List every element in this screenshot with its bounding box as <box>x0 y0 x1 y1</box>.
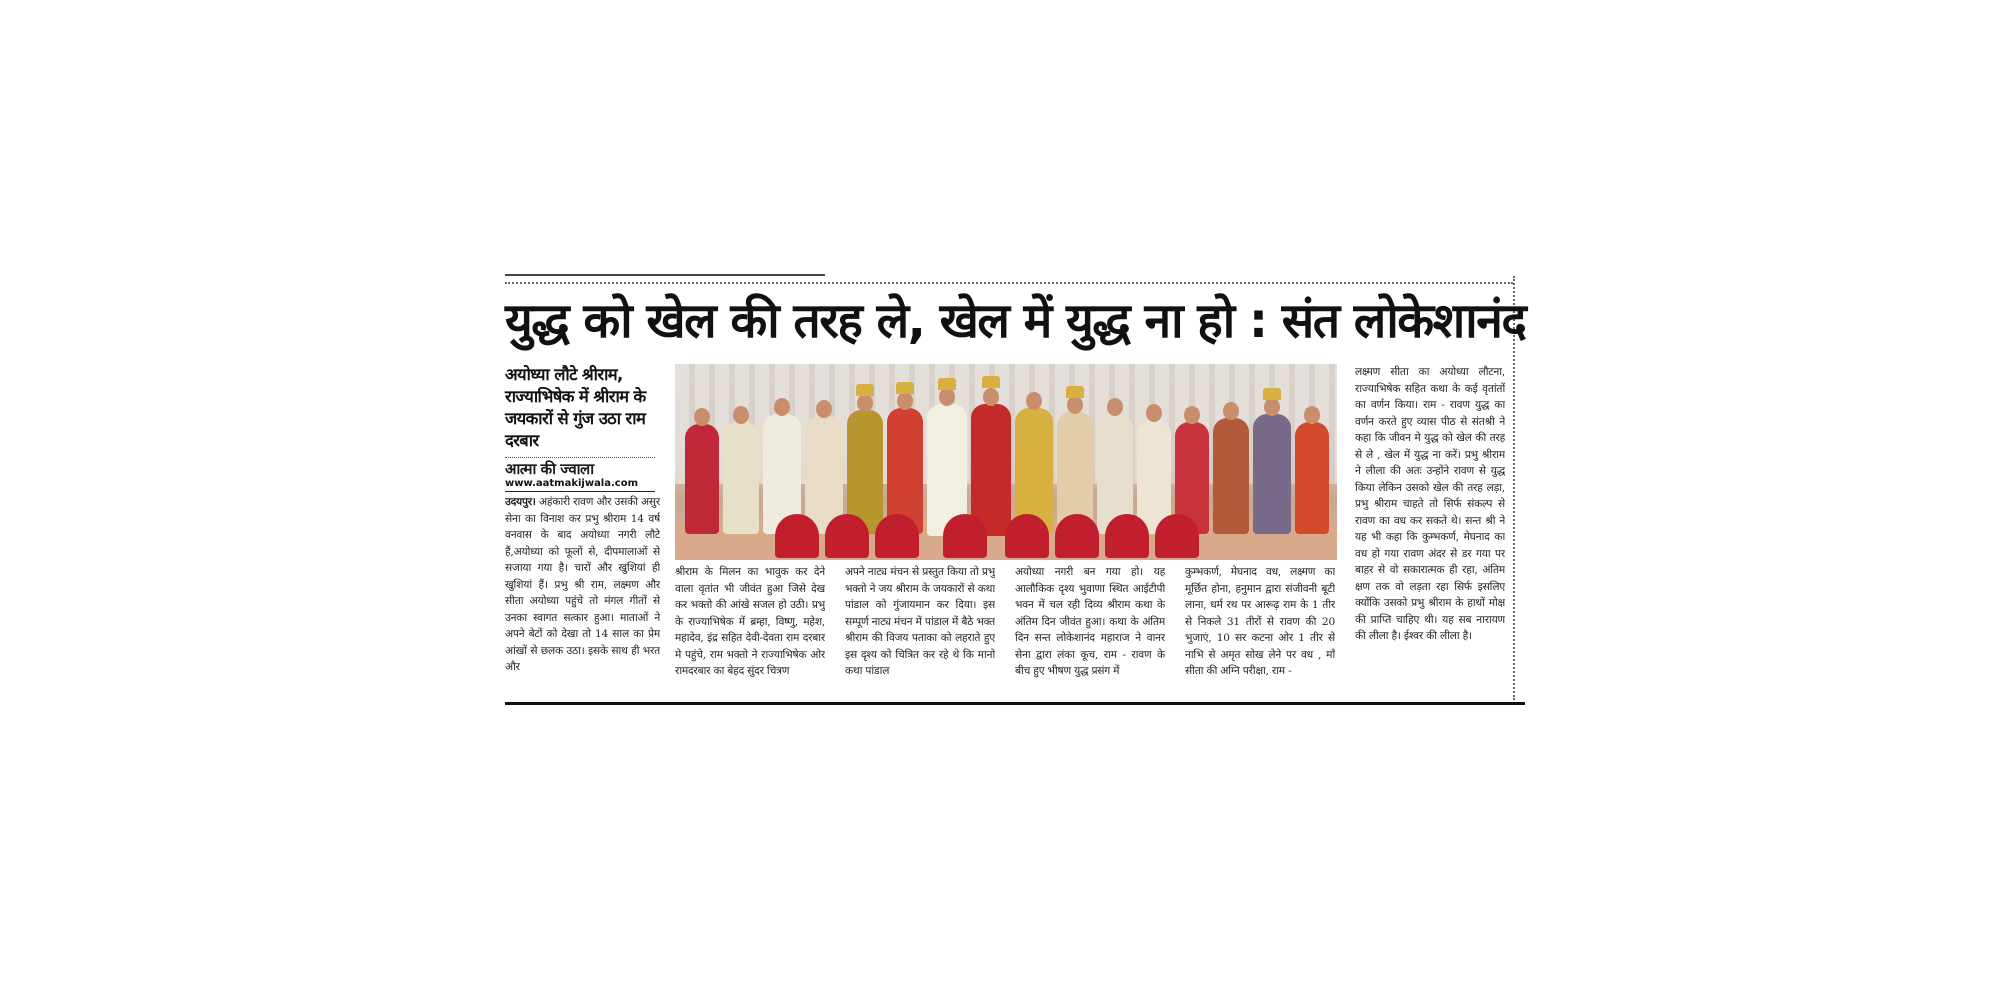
seated-figure <box>825 514 869 558</box>
figure <box>971 404 1011 536</box>
column-2: श्रीराम के मिलन का भावुक कर देने वाला वृतांत भी जीवंत हुआ जिसे देख कर भक्तो की आंखे सजल हो उठी। प्रभु के राज्याभिषेक में ब्रम्हा, विष्णु, महेश, महादेव, इंद्र सहित देवी-देवता राम दरबार मे पहुंचे, राम भक्तो ने राज्याभिषेक ओर रामदरबार का बेहद सुंदर चित्रण <box>675 566 825 677</box>
figure-head <box>1026 392 1042 410</box>
headline: युद्ध को खेल की तरह ले, खेल में युद्ध ना हो : संत लोकेशानंद <box>505 293 1526 349</box>
figure-head <box>1107 398 1123 416</box>
seated-figure <box>1055 514 1099 558</box>
figure-head <box>857 394 873 412</box>
byline-rule <box>505 457 655 458</box>
seated-figure <box>943 514 987 558</box>
dotted-rule <box>505 282 1513 284</box>
website-rule <box>505 491 655 492</box>
figure-head <box>1264 398 1280 416</box>
stage-group-photo-icon <box>675 364 1337 560</box>
dateline: उदयपुर। <box>505 496 536 508</box>
figure-head <box>694 408 710 426</box>
figure-head <box>983 388 999 406</box>
figure <box>1295 422 1329 534</box>
crown <box>896 382 914 394</box>
column-6: लक्ष्मण सीता का अयोध्या लौटना, राज्याभिषेक सहित कथा के कई वृतांतों का वर्णन किया। राम - रावण युद्ध का वर्णन करते हुए व्यास पीठ से संतश्री ने कहा कि जीवन मे युद्ध को खेल की तरह से ले , खेल में युद्ध ना करें। प्रभु श्रीराम ने लीला की अतः उन्होंने रावण से युद्ध किया लेकिन उसको खेल की तरह लड़ा, प्रभु श्रीराम चाहते तो सिर्फ संकल्प से रावण का वध कर सकते थे। सन्त श्री ने यह भी कहा कि कुम्भकर्ण, मेघनाद का वध हो गया रावण अंदर से डर गया पर बाहर से वो सकारात्मक ही रहा, अंतिम क्षण तक वो लड़ता रहा सिर्फ इसलिए क्योंकि उसको प्रभु श्रीराम के हाथों मोक्ष की प्राप्ति चाहिए थी। यह सब नारायण की लीला है। ईश्वर की लीला है। <box>1355 366 1505 642</box>
subheadline: अयोध्या लौटे श्रीराम, राज्याभिषेक में श्रीराम के जयकारों से गुंज उठा राम दरबार <box>505 365 646 450</box>
crown <box>1066 386 1084 398</box>
figure <box>1213 418 1249 534</box>
figure-head <box>1184 406 1200 424</box>
figure <box>685 424 719 534</box>
figure-head <box>939 388 955 406</box>
figure-head <box>897 392 913 410</box>
figure <box>723 422 759 534</box>
column-3: अपने नाट्य मंचन से प्रस्तुत किया तो प्रभु भक्तो ने जय श्रीराम के जयकारों से कथा पांडाल को गुंजायमान कर दिया। इस सम्पूर्ण नाट्य मंचन में पांडाल में बैठे भक्त श्रीराम की विजय पताका को लहराते हुए इस दृश्य को चित्रित कर रहे थे कि मानो कथा पांडाल <box>845 566 995 677</box>
crown <box>982 376 1000 388</box>
seated-figure <box>1005 514 1049 558</box>
seated-figure <box>1155 514 1199 558</box>
crown <box>938 378 956 390</box>
newspaper-clipping <box>505 272 1525 708</box>
seated-figure <box>1105 514 1149 558</box>
top-rule <box>505 274 825 276</box>
figure-head <box>1146 404 1162 422</box>
byline: आत्मा की ज्वाला <box>505 460 594 478</box>
website: www.aatmakijwala.com <box>505 478 639 489</box>
figure-head <box>1304 406 1320 424</box>
crown <box>1263 388 1281 400</box>
column-5: कुम्भकर्ण, मेघनाद वध, लक्ष्मण का मूर्छित होना, हनुमान द्वारा संजीवनी बूटी लाना, धर्म रथ पर आरूढ़ राम के 1 तीर से निकले 31 तीरों से रावण की 20 भुजाएं, 10 सर कटना ओर 1 तीर से नाभि से अमृत सोख लेने पर वध , माँ सीता की अग्नि परीक्षा, राम - <box>1185 566 1335 677</box>
figure-head <box>816 400 832 418</box>
column-1-text: अहंकारी रावण और उसकी असुर सेना का विनाश कर प्रभु श्रीराम 14 वर्ष वनवास के बाद अयोध्या नगरी लौटे हैं,अयोध्या को फूलों से, दीपमालाओं से सजाया गया है। चारों और खुशियां ही खुशियां हैं। प्रभु श्री राम, लक्ष्मण और सीता अयोध्या पहुंचे तो मंगल गीतों से उनका स्वागत सत्कार हुआ। माताओं ने अपने बेटों को देखा तो 14 साल का प्रेम आंखों से छलक उठा। इसके साथ ही भरत और <box>505 496 660 673</box>
seated-figure <box>775 514 819 558</box>
column-4: अयोध्या नगरी बन गया हो। यह आलौकिक दृश्य भुवाणा स्थित आईटीपी भवन में चल रही दिव्य श्रीराम कथा के अंतिम दिन जीवंत हुआ। कथा के अंतिम दिन सन्त लोकेशानंद महाराज ने वानर सेना द्वारा लंका कूच, राम - रावण के बीच हुए भीषण युद्ध प्रसंग में <box>1015 566 1165 677</box>
crown <box>856 384 874 396</box>
bottom-rule <box>505 702 1525 705</box>
figure-head <box>774 398 790 416</box>
figure-head <box>1223 402 1239 420</box>
column-1 <box>505 494 660 700</box>
figure <box>1253 414 1291 534</box>
seated-figure <box>875 514 919 558</box>
figure-head <box>733 406 749 424</box>
figure-head <box>1067 396 1083 414</box>
